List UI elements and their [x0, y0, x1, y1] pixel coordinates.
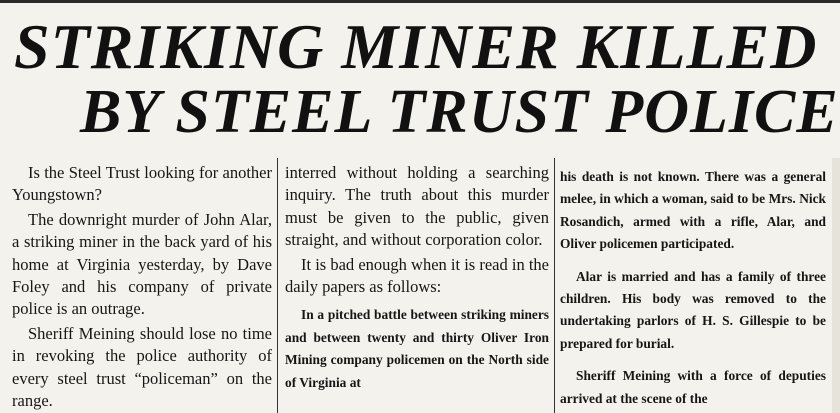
quoted-paragraph: Sheriff Meining with a force of deputies arrived at the scene of the: [560, 368, 826, 406]
headline-line-2: BY STEEL TRUST POLICE: [80, 78, 839, 146]
article-column-3: [560, 166, 826, 410]
column-divider: [277, 158, 278, 413]
paragraph: Sheriff Meining should lose no time in revoking the police authority of every steel trust “policeman” on the range.: [12, 323, 272, 411]
article-column-1: [12, 162, 272, 412]
quoted-paragraph: his death is not known. There was a general melee, in which a woman, said to be Mrs. Nick Rosandich, armed with a rifle, Alar, and Oliver policemen participated.: [560, 169, 826, 252]
quoted-paragraph: Alar is married and has a family of three children. His body was removed to the undertaking parlors of H. S. Gillespie to be prepared for burial.: [560, 268, 826, 351]
quoted-paragraph: In a pitched battle between striking miners and between twenty and thirty Oliver Iron Mining company policemen on the North side of Virginia at: [285, 307, 549, 390]
paragraph: interred without holding a searching inquiry. The truth about this murder must be given to the public, given straight, and without corporation color.: [285, 163, 549, 250]
article-column-2: [285, 162, 549, 394]
paragraph: The downright murder of John Alar, a striking miner in the back yard of his home at Virginia yesterday, by Dave Foley and his company of private police is an outrage.: [12, 209, 272, 319]
headline-line-1: STRIKING MINER KILLED: [14, 11, 818, 82]
column-divider: [554, 158, 555, 413]
top-border-rule: [0, 0, 840, 3]
page-edge: [832, 158, 840, 413]
paragraph: Is the Steel Trust looking for another Youngstown?: [12, 163, 272, 205]
paragraph: It is bad enough when it is read in the daily papers as follows:: [285, 254, 549, 297]
